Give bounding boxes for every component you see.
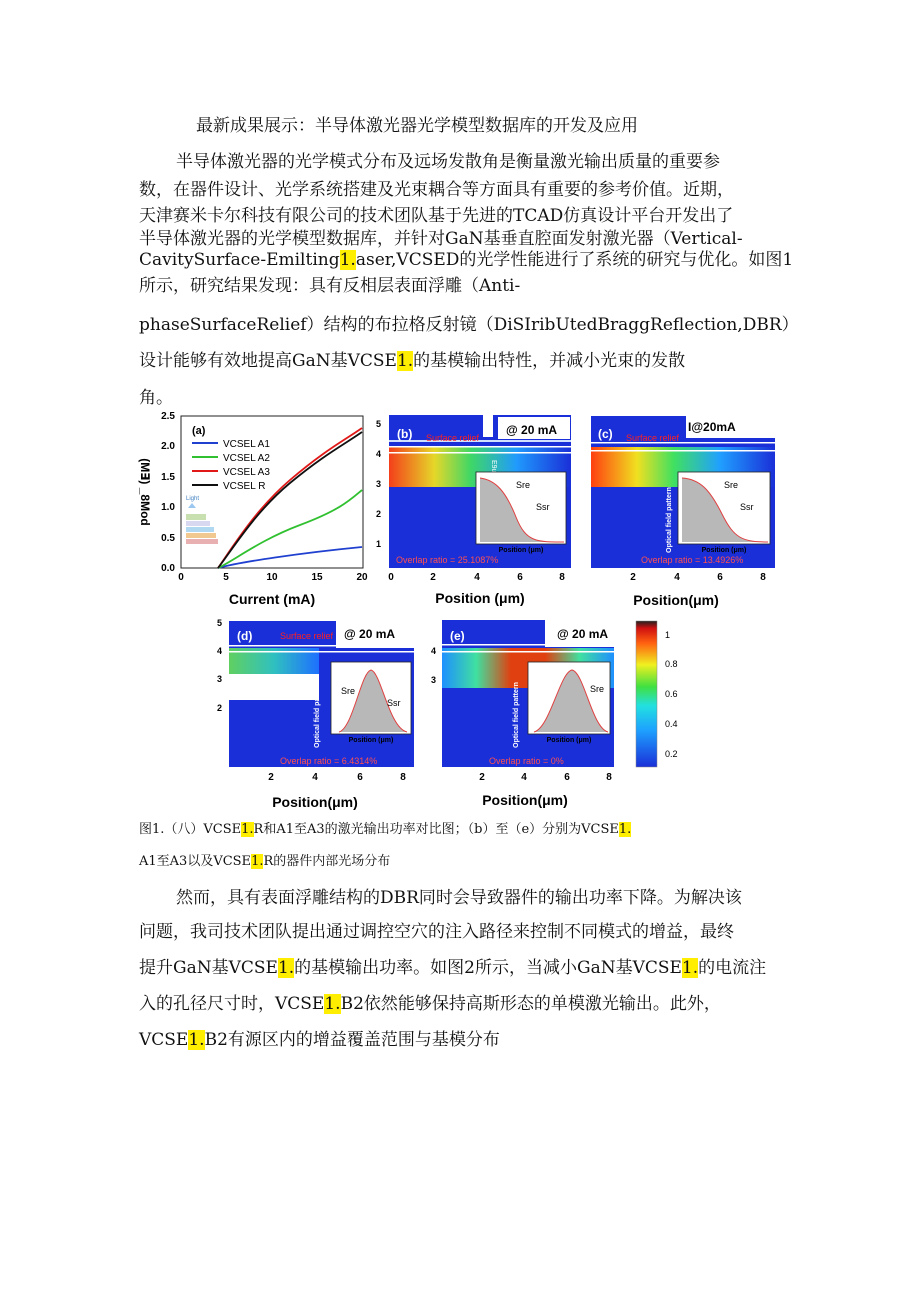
y-tick: 5 — [375, 419, 381, 429]
x-axis-label: Position(μm) — [633, 592, 719, 608]
x-tick: 4 — [474, 572, 480, 583]
y-tick: 1.0 — [161, 502, 175, 513]
highlight: 1. — [188, 1030, 205, 1050]
para2-line4: 入的孔径尺寸时，VCSE1.B2依然能够保持高斯形态的单模激光输出。此外， — [139, 994, 721, 1014]
y-tick: 3 — [375, 479, 381, 489]
x-axis-label: Current (mA) — [228, 591, 316, 607]
x-axis-label: Position(μm) — [482, 792, 568, 808]
para2-line5: VCSE1.B2有源区内的增益覆盖范围与基模分布 — [139, 1030, 500, 1050]
inset-ssr: Ssr — [740, 502, 754, 512]
para1-line3: 天津赛米卡尔科技有限公司的技术团队基于先进的TCAD仿真设计平台开发出了 — [139, 206, 734, 226]
panel-c-label: (c) — [598, 427, 613, 441]
y-tick: 4 — [216, 646, 222, 656]
overlap-ratio: Overlap ratio = 6.4314% — [280, 756, 378, 766]
panel-a-label: (a) — [192, 425, 206, 437]
y-tick: 4 — [430, 646, 436, 656]
inset-ylabel: Optical field pattern — [513, 682, 520, 748]
panel-e-label: (e) — [450, 629, 465, 643]
highlight: 1. — [396, 351, 414, 371]
overlap-ratio: Overlap ratio = 25.1087% — [396, 555, 499, 565]
para1-line7: phaseSurfaceRelief）结构的布拉格反射镜（DiSIribUtedBraggReflection,DBR） — [139, 315, 799, 335]
para2-line1: 然而，具有表面浮雕结构的DBR同时会导致器件的输出功率下降。为解决该 — [176, 888, 742, 908]
y-tick: 3 — [430, 675, 436, 685]
para1-line9: 角。 — [139, 388, 173, 408]
x-tick: 0 — [178, 572, 184, 583]
colorbar-tick: 1 — [665, 630, 671, 640]
overlap-ratio: Overlap ratio = 13.4926% — [641, 555, 744, 565]
figure-caption-line2: A1至A3以及VCSE1.R的器件内部光场分布 — [139, 854, 391, 869]
inset-ssr: Ssr — [536, 502, 550, 512]
para1-line6: 所示，研究结果发现：具有反相层表面浮雕（Anti- — [139, 276, 521, 296]
colorbar-tick: 0.2 — [665, 749, 678, 759]
x-tick: 4 — [521, 772, 527, 783]
y-tick: 1.5 — [161, 472, 175, 483]
surface-relief-label: Surface relief — [626, 433, 680, 443]
para1-line1: 半导体激光器的光学模式分布及远场发散角是衡量激光输出质量的重要参 — [176, 152, 720, 172]
x-tick: 2 — [630, 572, 636, 583]
para1-line2: 数，在器件设计、光学系统搭建及光束耦合等方面具有重要的参考价值。近期， — [139, 180, 734, 200]
highlight: 1. — [618, 822, 632, 837]
x-tick: 6 — [564, 772, 570, 783]
y-tick: 4 — [375, 449, 381, 459]
highlight: 1. — [681, 958, 699, 978]
panel-d-label: (d) — [237, 629, 253, 643]
para2-line3: 提升GaN基VCSE1.的基模输出功率。如图2所示，当减小GaN基VCSE1.的电流注 — [139, 958, 767, 978]
x-tick: 5 — [223, 572, 229, 583]
inset-xlabel: Position (μm) — [701, 547, 747, 554]
inset-sre: Sre — [590, 684, 605, 694]
surface-relief-label: Surface relief — [426, 433, 480, 443]
colorbar-tick: 0.4 — [665, 719, 678, 729]
x-axis-label: Position(μm) — [272, 794, 358, 810]
inset-ssr: Ssr — [387, 698, 401, 708]
inset-ylabel: Optical field pattern — [314, 682, 321, 748]
x-tick: 0 — [388, 572, 394, 583]
x-axis-label: Position (μm) — [435, 590, 525, 606]
page-title: 最新成果展示：半导体激光器光学模型数据库的开发及应用 — [196, 116, 638, 136]
inset-light-label: Light — [186, 496, 200, 502]
inset-sre: Sre — [516, 480, 531, 490]
inset-ylabel: Optical field pattern — [666, 487, 673, 553]
colorbar — [636, 621, 678, 767]
current-label: @ 20 mA — [344, 627, 396, 641]
colorbar-tick: 0.6 — [665, 689, 678, 699]
x-tick: 4 — [312, 772, 318, 783]
panel-b-label: (b) — [397, 427, 413, 441]
legend-a1: VCSEL A1 — [223, 439, 270, 450]
y-tick: 5 — [216, 618, 222, 628]
surface-relief-label: Surface relief — [280, 631, 334, 641]
current-label: @ 20 mA — [506, 423, 558, 437]
para1-line4: 半导体激光器的光学模型数据库，并针对GaN基垂直腔面发射激光器（Vertical- — [139, 229, 743, 249]
x-tick: 8 — [606, 772, 612, 783]
y-tick: 0.0 — [161, 563, 175, 574]
x-tick: 6 — [717, 572, 723, 583]
x-tick: 8 — [760, 572, 766, 583]
panel-d — [217, 618, 414, 810]
para1-line5: CavitySurface-Emilting1.aser,VCSED的光学性能进行了系统的研究与优化。如图1 — [139, 250, 794, 270]
current-label: I@20mA — [688, 420, 736, 434]
legend-r: VCSEL R — [223, 481, 266, 492]
inset-xlabel: Position (μm) — [348, 737, 394, 744]
legend-a2: VCSEL A2 — [223, 453, 270, 464]
y-tick: 2 — [216, 703, 222, 713]
x-tick: 2 — [430, 572, 436, 583]
panel-a — [138, 411, 368, 607]
x-tick: 6 — [357, 772, 363, 783]
highlight: 1. — [277, 958, 295, 978]
inset-sre: Sre — [341, 686, 356, 696]
y-tick: 3 — [216, 674, 222, 684]
x-tick: 8 — [400, 772, 406, 783]
y-tick: 1 — [375, 539, 381, 549]
x-tick: 6 — [517, 572, 523, 583]
para1-line8: 设计能够有效地提高GaN基VCSE1.的基模输出特性，并减小光束的发散 — [139, 351, 686, 371]
x-tick: 2 — [268, 772, 274, 783]
y-tick: 0.5 — [161, 533, 175, 544]
y-tick: 2.0 — [161, 441, 175, 452]
colorbar-tick: 0.8 — [665, 659, 678, 669]
highlight: 1. — [241, 822, 254, 837]
panel-c — [591, 416, 775, 608]
x-tick: 15 — [311, 572, 323, 583]
x-tick: 10 — [266, 572, 278, 583]
overlap-ratio: Overlap ratio = 0% — [489, 756, 564, 766]
x-tick: 2 — [479, 772, 485, 783]
para2-line2: 问题，我司技术团队提出通过调控空穴的注入路径来控制不同模式的增益，最终 — [139, 922, 734, 942]
y-tick: 2 — [375, 509, 381, 519]
current-label: @ 20 mA — [557, 627, 609, 641]
highlight: 1. — [324, 994, 341, 1014]
inset-xlabel: Position (μm) — [498, 547, 544, 554]
y-axis-label: (M∃) _8Mod — [138, 458, 152, 526]
figure-caption-line1: 图1.（八）VCSE1.R和A1至A3的激光输出功率对比图；（b）至（e）分别为VCSE1. — [139, 822, 632, 837]
inset-xlabel: Position (μm) — [546, 737, 592, 744]
x-tick: 4 — [674, 572, 680, 583]
panel-e — [431, 620, 614, 808]
legend-a3: VCSEL A3 — [223, 467, 270, 478]
inset-sre: Sre — [724, 480, 739, 490]
x-tick: 20 — [356, 572, 368, 583]
x-tick: 8 — [559, 572, 565, 583]
panel-b — [376, 415, 571, 606]
highlight: 1. — [339, 250, 356, 270]
y-tick: 2.5 — [161, 411, 175, 422]
highlight: 1. — [251, 854, 264, 869]
